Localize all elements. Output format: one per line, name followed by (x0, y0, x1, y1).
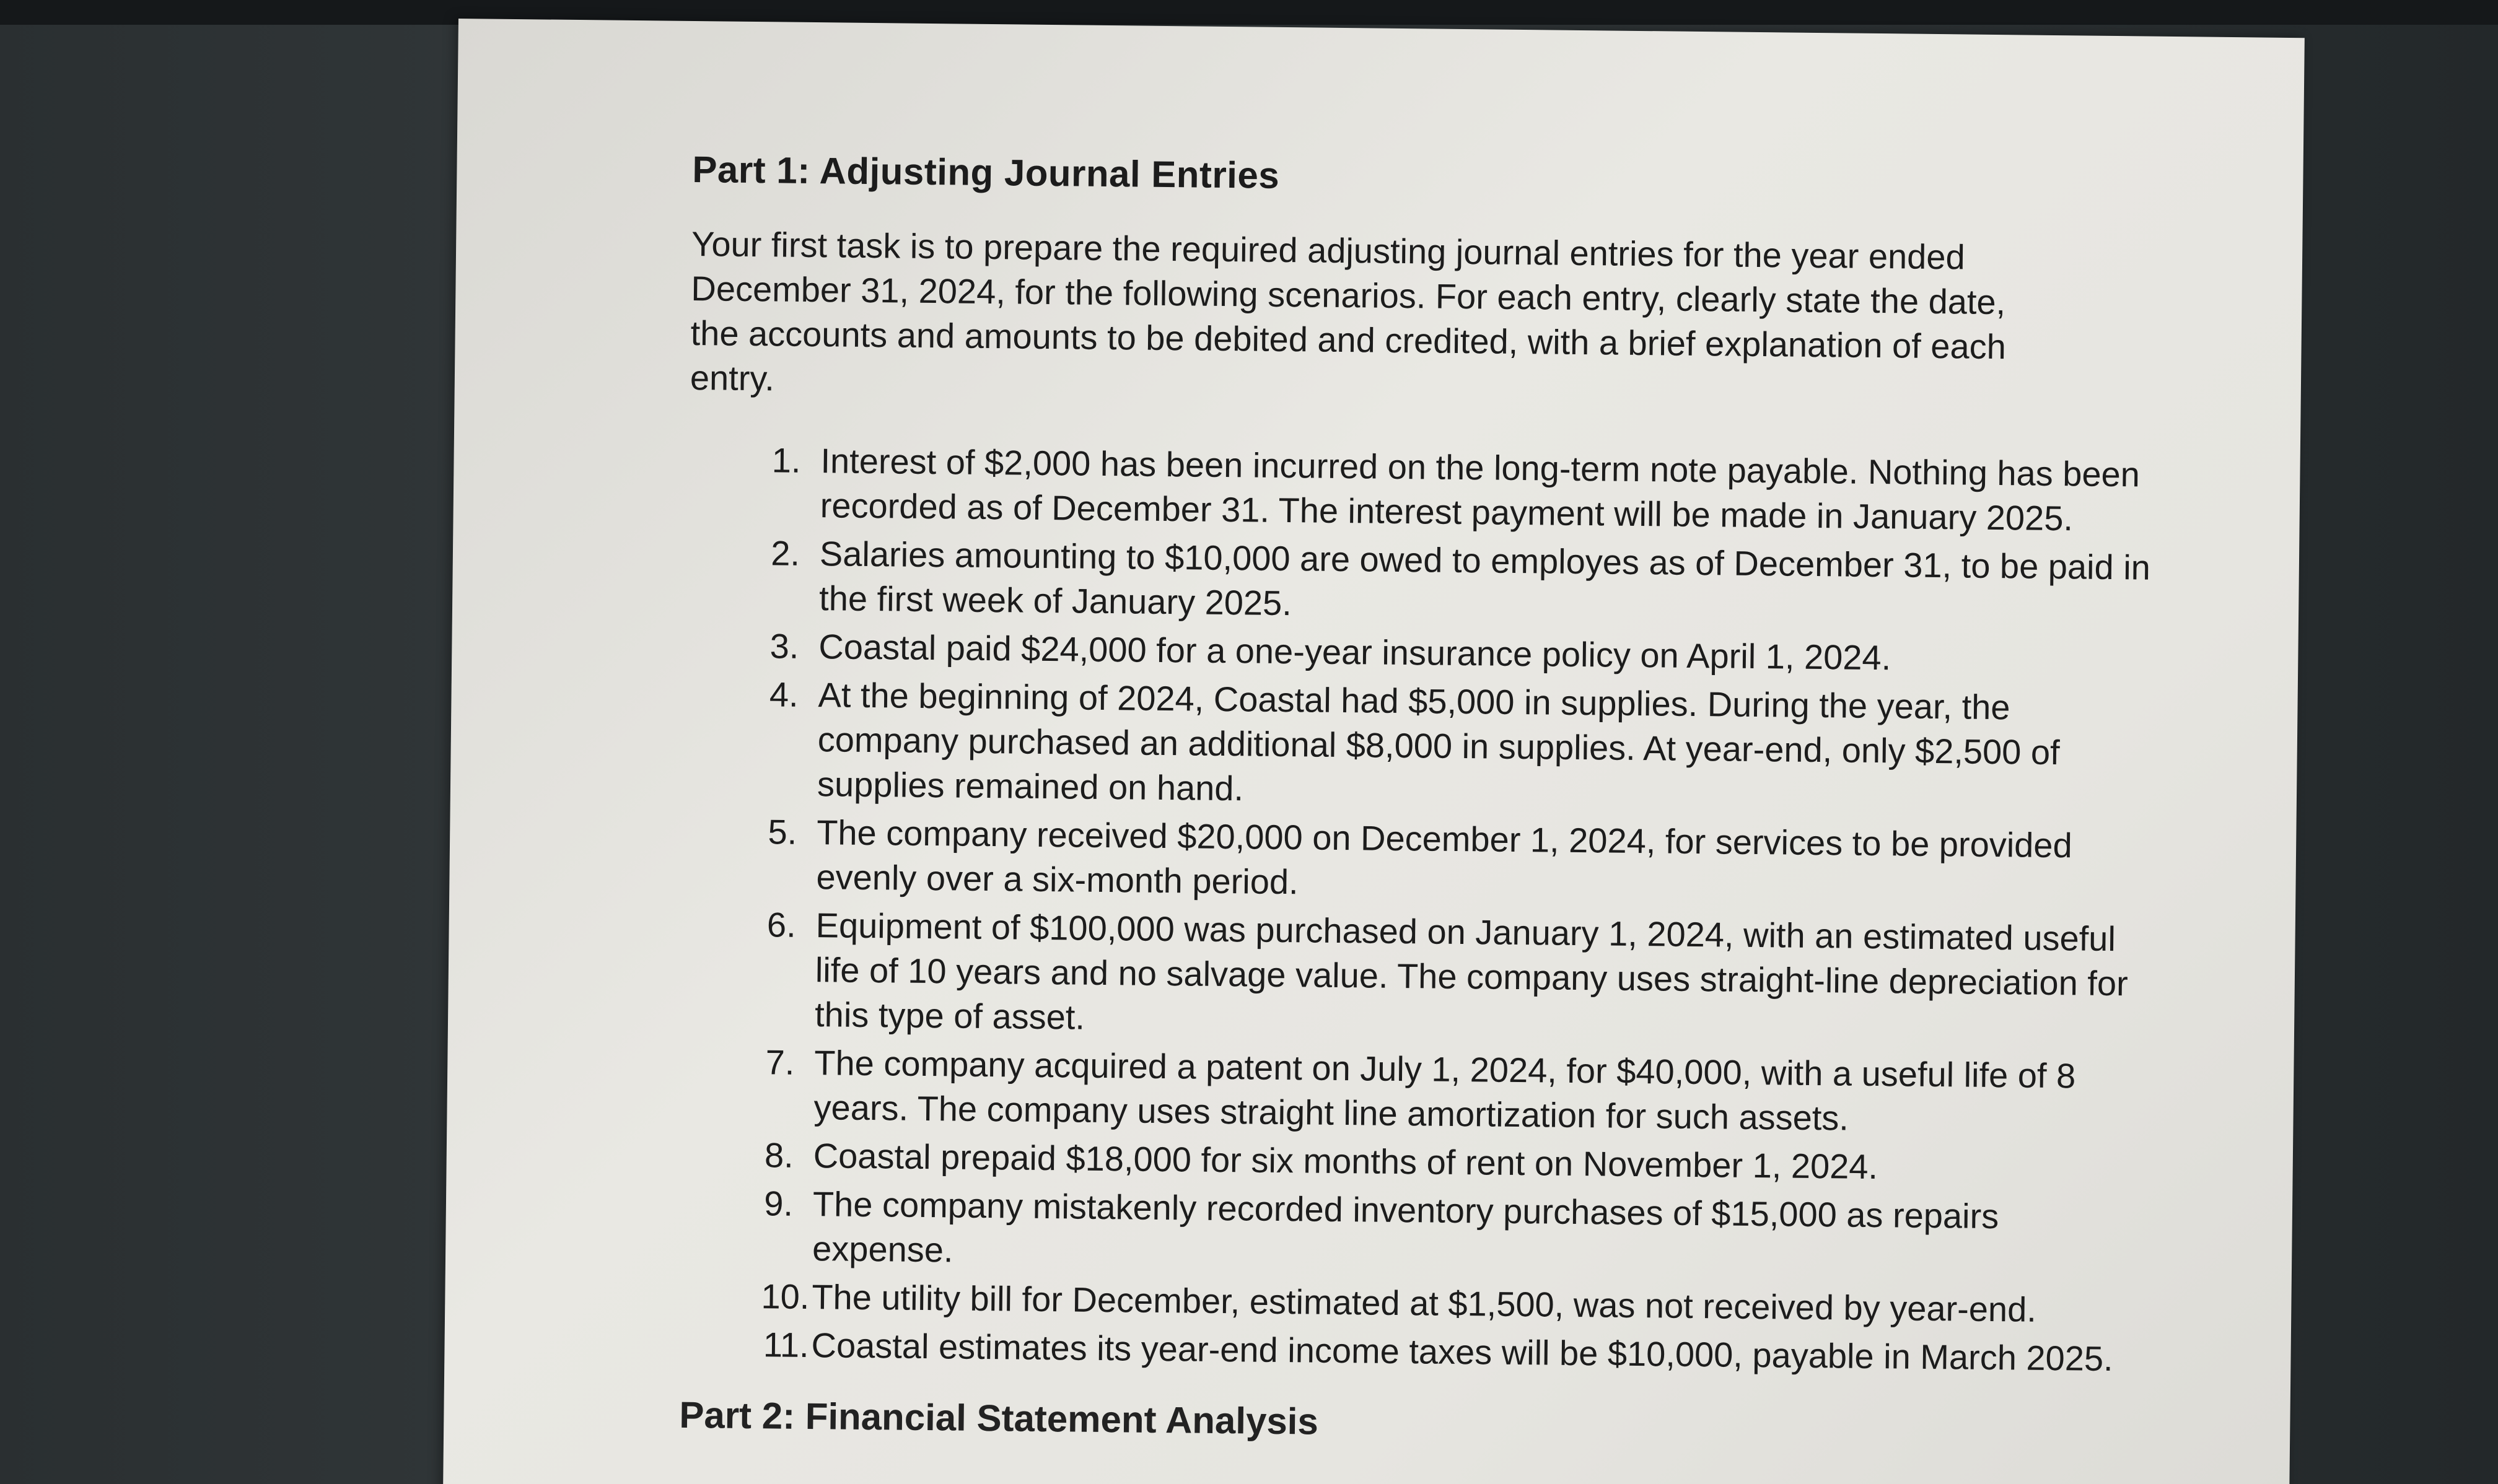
list-item (738, 1040, 2145, 1144)
item-number: 8. (764, 1135, 794, 1175)
item-text: Coastal prepaid $18,000 for six months of rent on November 1, 2024. (813, 1136, 1878, 1187)
list-item (743, 531, 2150, 635)
item-number: 7. (765, 1042, 795, 1082)
list-item (737, 1181, 2144, 1285)
item-number: 6. (766, 905, 797, 945)
item-number: 4. (769, 674, 799, 714)
item-text: The company received $20,000 on December 1, 2024, for services to be provided evenly over a six-month period. (816, 813, 2072, 902)
item-text: At the beginning of 2024, Coastal had $5,000 in supplies. During the year, the company purchased an additional $8,000 in supplies. At year-end, only $2,500 of supplies remained on hand. (817, 675, 2061, 808)
item-number: 3. (769, 626, 799, 666)
item-text: The utility bill for December, estimated at $1,500, was not received by year-end. (812, 1277, 2037, 1329)
item-number: 1. (771, 440, 801, 480)
item-text: The company mistakenly recorded inventory purchases of $15,000 as repairs expense. (812, 1184, 1999, 1270)
item-text: The company acquired a patent on July 1, 2024, for $40,000, with a useful life of 8 years. The company uses straight line amortization for such assets. (813, 1043, 2076, 1138)
intro-paragraph: Your first task is to prepare the required adjusting journal entries for the year ended December 31, 2024, for the following scenarios. For each entry, clearly state the date, the accounts and amounts to be debited and credited, with a brief explanation of each entry. (690, 224, 2007, 398)
document-content (679, 148, 2155, 1452)
list-item (740, 810, 2147, 914)
next-section-heading: Part 2: Financial Statement Analysis (679, 1394, 1319, 1443)
list-item (739, 902, 2147, 1051)
item-text: Interest of $2,000 has been incurred on the long-term note payable. Nothing has been recorded as of December 31. The interest payment will be made in January 2025. (820, 441, 2141, 538)
item-text: Coastal paid $24,000 for a one-year insurance policy on April 1, 2024. (818, 627, 1891, 678)
item-number: 2. (770, 533, 800, 573)
item-number: 5. (768, 812, 797, 852)
item-text: Equipment of $100,000 was purchased on January 1, 2024, with an estimated useful life of 10 years and no salvage value. The company uses straight-line depreciation for this type of asset. (814, 906, 2129, 1037)
item-number: 10. (761, 1277, 810, 1317)
scenario-list (680, 437, 2152, 1382)
list-item (742, 672, 2149, 821)
item-number: 11. (763, 1325, 809, 1365)
monitor-bezel (0, 0, 2498, 25)
item-text: Coastal estimates its year-end income taxes will be $10,000, payable in March 2025. (811, 1325, 2113, 1379)
list-item (744, 438, 2151, 542)
item-number: 9. (763, 1184, 794, 1223)
section-title: Part 1: Adjusting Journal Entries (692, 148, 1280, 196)
item-text: Salaries amounting to $10,000 are owed to employes as of December 31, to be paid in the first week of January 2025. (818, 534, 2151, 623)
document-page (443, 19, 2305, 1484)
list-item (735, 1322, 2142, 1382)
